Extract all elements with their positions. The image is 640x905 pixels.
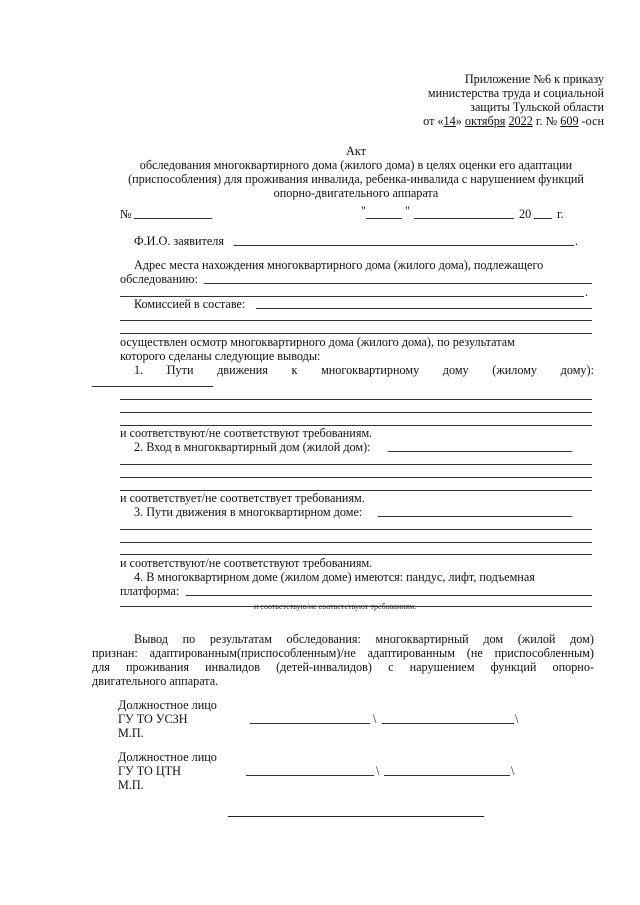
item2-label: 2. Вход в многоквартирный дом (жилой дом): [134, 440, 371, 454]
item4-line-1: 4. В многоквартирном доме (жилом доме) имеются: пандус, лифт, подъемная [134, 570, 535, 584]
address-line-1: Адрес места нахождения многоквартирного дома (жилого дома), подлежащего [134, 258, 544, 272]
item4-conclusion: и соответствую/не соответствуют требованиям. [254, 602, 417, 611]
result-line-3: для проживания инвалидов (детей-инвалидов) с нарушением функций опорно- [92, 660, 594, 674]
result-line-4: двигательного аппарата. [92, 674, 219, 688]
item3-field-3[interactable] [120, 542, 592, 543]
signature-2-name-field[interactable] [384, 775, 510, 776]
address-line-2: обследованию: [120, 272, 198, 286]
item2-field-3[interactable] [120, 477, 592, 478]
signature-1-line-3: М.П. [118, 726, 144, 740]
commission-field-2[interactable] [120, 320, 592, 321]
date-quote-open: " [361, 204, 366, 218]
applicant-name-field[interactable] [234, 245, 574, 246]
item2-field-1[interactable] [388, 451, 572, 452]
result-line-2: признан: адаптированным(приспособленным)/не адаптированным (не приспособленным) [92, 646, 594, 660]
bottom-rule [228, 816, 484, 817]
appendix-order-line: от «14» октября 2022 г. № 609 -осн [423, 114, 604, 128]
item2-conclusion: и соответствует/не соответствует требованиям. [120, 491, 365, 505]
signature-2-sign-field[interactable] [246, 775, 374, 776]
item4-line-2: платформа: [120, 584, 180, 598]
appendix-line-3: защиты Тульской области [470, 100, 604, 114]
appendix-line-2: министерства труда и социальной [427, 86, 604, 100]
item2-field-2[interactable] [120, 464, 592, 465]
item1-conclusion: и соответствуют/не соответствуют требованиям. [120, 426, 373, 440]
appendix-line-1: Приложение №6 к приказу [464, 72, 604, 86]
act-number-field[interactable] [134, 218, 212, 219]
item1-heading: 1. Пути движения к многоквартирному дому (жилому дому): [134, 363, 594, 377]
item1-field-1[interactable] [120, 399, 592, 400]
title-line-2: (приспособления) для проживания инвалида, ребенка-инвалида с нарушением функций [128, 172, 584, 186]
item1-field-0[interactable] [92, 386, 213, 387]
title-line-1: обследования многоквартирного дома (жилого дома) в целях оценки его адаптации [139, 158, 573, 172]
order-month: октября [464, 114, 506, 128]
date-month-field[interactable] [414, 218, 514, 219]
item1-field-2[interactable] [120, 412, 592, 413]
result-line-1: Вывод по результатам обследования: многоквартирный дом (жилой дом) [134, 632, 594, 646]
date-year-field[interactable] [534, 218, 552, 219]
item3-field-1[interactable] [378, 516, 572, 517]
act-number-label: № [120, 207, 132, 221]
inspection-line-1: осуществлен осмотр многоквартирного дома (жилого дома), по результатам [120, 335, 515, 349]
item3-field-4[interactable] [120, 554, 592, 555]
order-number: 609 [560, 114, 579, 128]
commission-field-1[interactable] [256, 308, 592, 309]
date-quote-close: " [405, 204, 410, 218]
signature-1-end: \ [515, 712, 519, 726]
item3-label: 3. Пути движения в многоквартирном доме: [134, 505, 363, 519]
order-day: 14 [443, 114, 456, 128]
item3-conclusion: и соответствуют/не соответствуют требованиям. [120, 556, 373, 570]
title-line-3: опорно-двигательного аппарата [273, 186, 439, 200]
signature-2-end: \ [511, 764, 515, 778]
signature-1-line-2: ГУ ТО УСЗН [118, 712, 188, 726]
signature-2-separator: \ [376, 764, 380, 778]
signature-2-line-2: ГУ ТО ЦТН [118, 764, 181, 778]
signature-1-line-1: Должностное лицо [118, 698, 217, 712]
applicant-label: Ф.И.О. заявителя [134, 234, 224, 248]
signature-2-line-1: Должностное лицо [118, 750, 217, 764]
title-heading: Акт [346, 144, 366, 158]
order-year: 2022 [508, 114, 533, 128]
item3-field-2[interactable] [120, 529, 592, 530]
commission-label: Комиссией в составе: [134, 297, 246, 311]
address-field-1[interactable] [204, 283, 592, 284]
signature-1-sign-field[interactable] [250, 723, 370, 724]
inspection-line-2: которого сделаны следующие выводы: [120, 349, 321, 363]
item4-field-1[interactable] [186, 595, 592, 596]
commission-field-3[interactable] [120, 333, 592, 334]
address-end: . [585, 285, 589, 299]
signature-2-line-3: М.П. [118, 778, 144, 792]
applicant-end: . [575, 234, 579, 248]
signature-1-name-field[interactable] [382, 723, 514, 724]
date-day-field[interactable] [366, 218, 402, 219]
signature-1-separator: \ [373, 712, 377, 726]
date-year-prefix: 20 [519, 207, 532, 221]
date-year-suffix: г. [557, 207, 564, 221]
